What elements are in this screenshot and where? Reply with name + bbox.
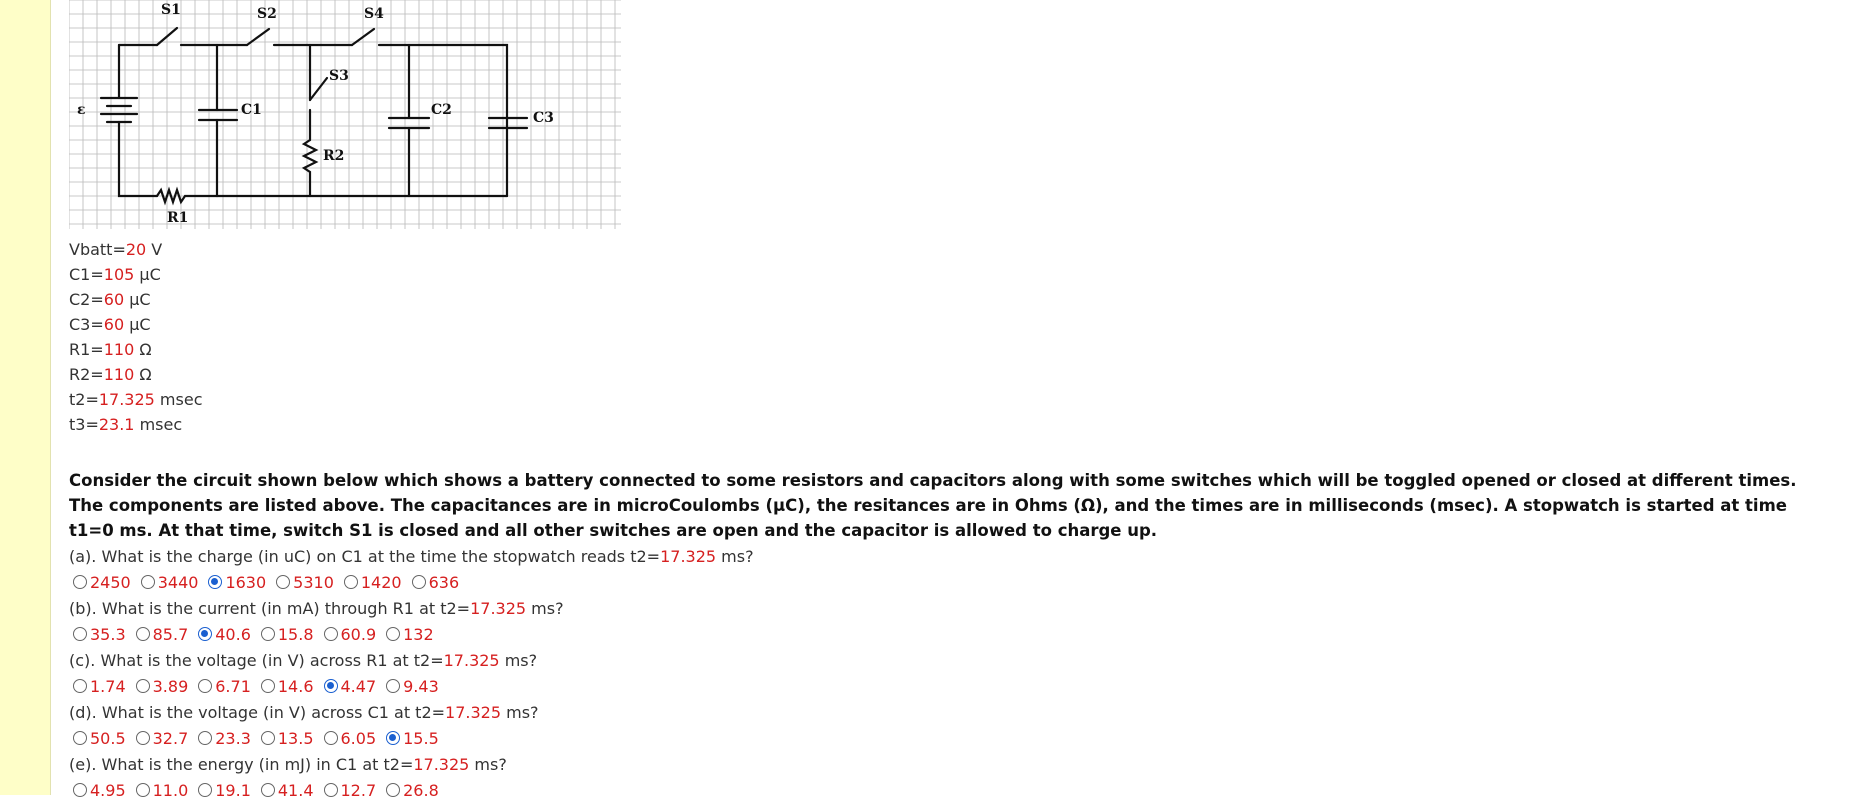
variable-unit: Ω — [134, 340, 152, 359]
label-c1: C1 — [241, 102, 262, 118]
question-text — [69, 648, 1839, 673]
answer-option[interactable] — [132, 726, 189, 751]
variable-unit: V — [146, 240, 163, 259]
answer-options — [69, 673, 1839, 699]
radio-button[interactable] — [208, 575, 222, 589]
answer-option[interactable] — [320, 778, 377, 803]
problem-content — [69, 0, 1839, 803]
problem-intro: Consider the circuit shown below which shows a battery connected to some resistors and capacitors along with some switches which will be toggled opened or closed at different times. The components are listed above. The capacitances are in microCoulombs (μC), the resitances are in Ohms (Ω), and the times are in milliseconds (msec). A stopwatch is started at time t1=0 ms. At that time, switch S1 is closed and all other switches are open and the capacitor is allowed to charge up. — [69, 471, 1797, 540]
question-text — [69, 596, 1839, 621]
radio-button[interactable] — [136, 731, 150, 745]
answer-option-label: 636 — [428, 572, 460, 592]
answer-options — [69, 569, 1839, 595]
question-suffix: ms? — [499, 651, 538, 670]
answer-option-label: 19.1 — [215, 780, 251, 800]
variable-unit: Ω — [134, 365, 152, 384]
answer-option[interactable] — [257, 778, 314, 803]
variable-row — [69, 337, 1839, 362]
answer-option[interactable] — [69, 778, 126, 803]
answer-options — [69, 725, 1839, 751]
answer-option-label: 4.47 — [340, 676, 377, 696]
radio-button[interactable] — [386, 731, 400, 745]
answer-option-label: 35.3 — [90, 624, 126, 644]
label-s3: S3 — [329, 68, 349, 84]
answer-option-label: 2450 — [90, 572, 131, 592]
answer-option[interactable] — [69, 726, 126, 751]
left-margin-bar — [0, 0, 51, 795]
answer-option[interactable] — [194, 622, 251, 647]
question-prefix: (b). What is the current (in mA) through R1 at t2= — [69, 599, 471, 618]
question-list — [69, 544, 1839, 803]
answer-option-label: 60.9 — [340, 624, 377, 644]
variable-unit: msec — [154, 390, 203, 409]
answer-option[interactable] — [272, 570, 334, 595]
radio-button[interactable] — [136, 679, 150, 693]
answer-option[interactable] — [382, 622, 434, 647]
variable-unit: μC — [124, 290, 151, 309]
answer-option[interactable] — [132, 622, 189, 647]
question-text — [69, 752, 1839, 777]
answer-option-label: 6.05 — [340, 728, 377, 748]
radio-button[interactable] — [141, 575, 155, 589]
question-time-value: 17.325 — [445, 703, 502, 722]
answer-option[interactable] — [257, 726, 314, 751]
answer-option[interactable] — [382, 674, 439, 699]
variable-value: 110 — [103, 365, 135, 384]
answer-option-label: 9.43 — [403, 676, 439, 696]
answer-option-label: 15.8 — [277, 624, 314, 644]
variable-value: 60 — [103, 290, 125, 309]
answer-option-label: 3.89 — [152, 676, 189, 696]
question-suffix: ms? — [716, 547, 754, 566]
answer-option-label: 32.7 — [152, 728, 189, 748]
answer-option-label: 85.7 — [152, 624, 189, 644]
variable-name: t3= — [69, 415, 99, 434]
label-c2: C2 — [431, 102, 452, 118]
variable-row — [69, 237, 1839, 262]
answer-option-label: 6.71 — [215, 676, 251, 696]
answer-option-label: 1.74 — [90, 676, 126, 696]
variable-row — [69, 312, 1839, 337]
radio-button[interactable] — [198, 679, 212, 693]
question-time-value: 17.325 — [413, 755, 470, 774]
answer-option[interactable] — [382, 778, 439, 803]
answer-option[interactable] — [194, 778, 251, 803]
radio-button[interactable] — [324, 679, 338, 693]
label-r1: R1 — [167, 210, 189, 226]
radio-button[interactable] — [261, 679, 275, 693]
variable-name: t2= — [69, 390, 99, 409]
variable-value: 20 — [125, 240, 147, 259]
question-time-value: 17.325 — [470, 599, 527, 618]
label-s2: S2 — [257, 6, 277, 22]
answer-option[interactable] — [320, 726, 377, 751]
answer-option-label: 12.7 — [340, 780, 377, 800]
variable-unit: msec — [134, 415, 183, 434]
answer-option-label: 11.0 — [152, 780, 189, 800]
answer-option-label: 132 — [403, 624, 434, 644]
answer-option[interactable] — [408, 570, 460, 595]
radio-button[interactable] — [324, 627, 338, 641]
radio-button[interactable] — [344, 575, 358, 589]
variable-row — [69, 262, 1839, 287]
answer-options — [69, 777, 1839, 803]
question-time-value: 17.325 — [443, 651, 500, 670]
answer-option-label: 4.95 — [90, 780, 126, 800]
answer-option-label: 26.8 — [403, 780, 439, 800]
variable-unit: μC — [124, 315, 151, 334]
variable-value: 17.325 — [98, 390, 155, 409]
radio-button[interactable] — [261, 627, 275, 641]
variable-value: 110 — [103, 340, 135, 359]
label-s4: S4 — [364, 6, 384, 22]
label-c3: C3 — [533, 110, 554, 126]
answer-option[interactable] — [69, 570, 131, 595]
question-text — [69, 700, 1839, 725]
answer-option[interactable] — [320, 674, 377, 699]
answer-option[interactable] — [69, 622, 126, 647]
variable-value: 23.1 — [98, 415, 135, 434]
variable-row — [69, 412, 1839, 437]
radio-button[interactable] — [412, 575, 426, 589]
radio-button[interactable] — [136, 627, 150, 641]
answer-option[interactable] — [204, 570, 266, 595]
radio-button[interactable] — [324, 731, 338, 745]
question-suffix: ms? — [526, 599, 564, 618]
variable-unit: μC — [134, 265, 161, 284]
question-suffix: ms? — [501, 703, 539, 722]
answer-option-label: 14.6 — [277, 676, 314, 696]
answer-option[interactable] — [257, 674, 314, 699]
answer-option[interactable] — [320, 622, 377, 647]
variable-name: Vbatt= — [69, 240, 126, 259]
radio-button[interactable] — [198, 627, 212, 641]
question-prefix: (d). What is the voltage (in V) across C1 at t2= — [69, 703, 446, 722]
answer-option[interactable] — [69, 674, 126, 699]
question-prefix: (a). What is the charge (in uC) on C1 at the time the stopwatch reads t2= — [69, 547, 661, 566]
label-r2: R2 — [323, 148, 345, 164]
radio-button[interactable] — [276, 575, 290, 589]
circuit-diagram — [69, 0, 621, 229]
radio-button[interactable] — [73, 731, 87, 745]
answer-option-label: 5310 — [293, 572, 334, 592]
variable-name: R2= — [69, 365, 104, 384]
question-prefix: (e). What is the energy (in mJ) in C1 at t2= — [69, 755, 414, 774]
radio-button[interactable] — [198, 731, 212, 745]
variable-list — [69, 237, 1839, 437]
question-prefix: (c). What is the voltage (in V) across R1 at t2= — [69, 651, 444, 670]
answer-option[interactable] — [382, 726, 439, 751]
label-emf: ε — [77, 102, 86, 118]
radio-button[interactable] — [386, 679, 400, 693]
label-s1: S1 — [161, 2, 181, 18]
radio-button[interactable] — [73, 627, 87, 641]
variable-name: R1= — [69, 340, 104, 359]
variable-value: 60 — [103, 315, 125, 334]
answer-option[interactable] — [194, 674, 251, 699]
answer-option-label: 40.6 — [215, 624, 251, 644]
variable-name: C3= — [69, 315, 104, 334]
variable-row — [69, 287, 1839, 312]
question-suffix: ms? — [469, 755, 507, 774]
answer-option[interactable] — [137, 570, 199, 595]
answer-option-label: 50.5 — [90, 728, 126, 748]
radio-button[interactable] — [386, 627, 400, 641]
answer-options — [69, 621, 1839, 647]
answer-option-label: 23.3 — [215, 728, 251, 748]
answer-option[interactable] — [132, 778, 189, 803]
answer-option[interactable] — [257, 622, 314, 647]
variable-name: C1= — [69, 265, 104, 284]
answer-option[interactable] — [194, 726, 251, 751]
radio-button[interactable] — [73, 679, 87, 693]
answer-option-label: 13.5 — [277, 728, 314, 748]
question-text — [69, 544, 1839, 569]
answer-option[interactable] — [132, 674, 189, 699]
variable-name: C2= — [69, 290, 104, 309]
radio-button[interactable] — [261, 731, 275, 745]
answer-option-label: 1420 — [360, 572, 402, 592]
answer-option-label: 41.4 — [277, 780, 314, 800]
variable-row — [69, 387, 1839, 412]
question-time-value: 17.325 — [660, 547, 717, 566]
answer-option-label: 1630 — [225, 572, 267, 592]
radio-button[interactable] — [73, 575, 87, 589]
answer-option-label: 3440 — [157, 572, 199, 592]
answer-option[interactable] — [340, 570, 402, 595]
answer-option-label: 15.5 — [403, 728, 439, 748]
variable-value: 105 — [103, 265, 135, 284]
variable-row — [69, 362, 1839, 387]
